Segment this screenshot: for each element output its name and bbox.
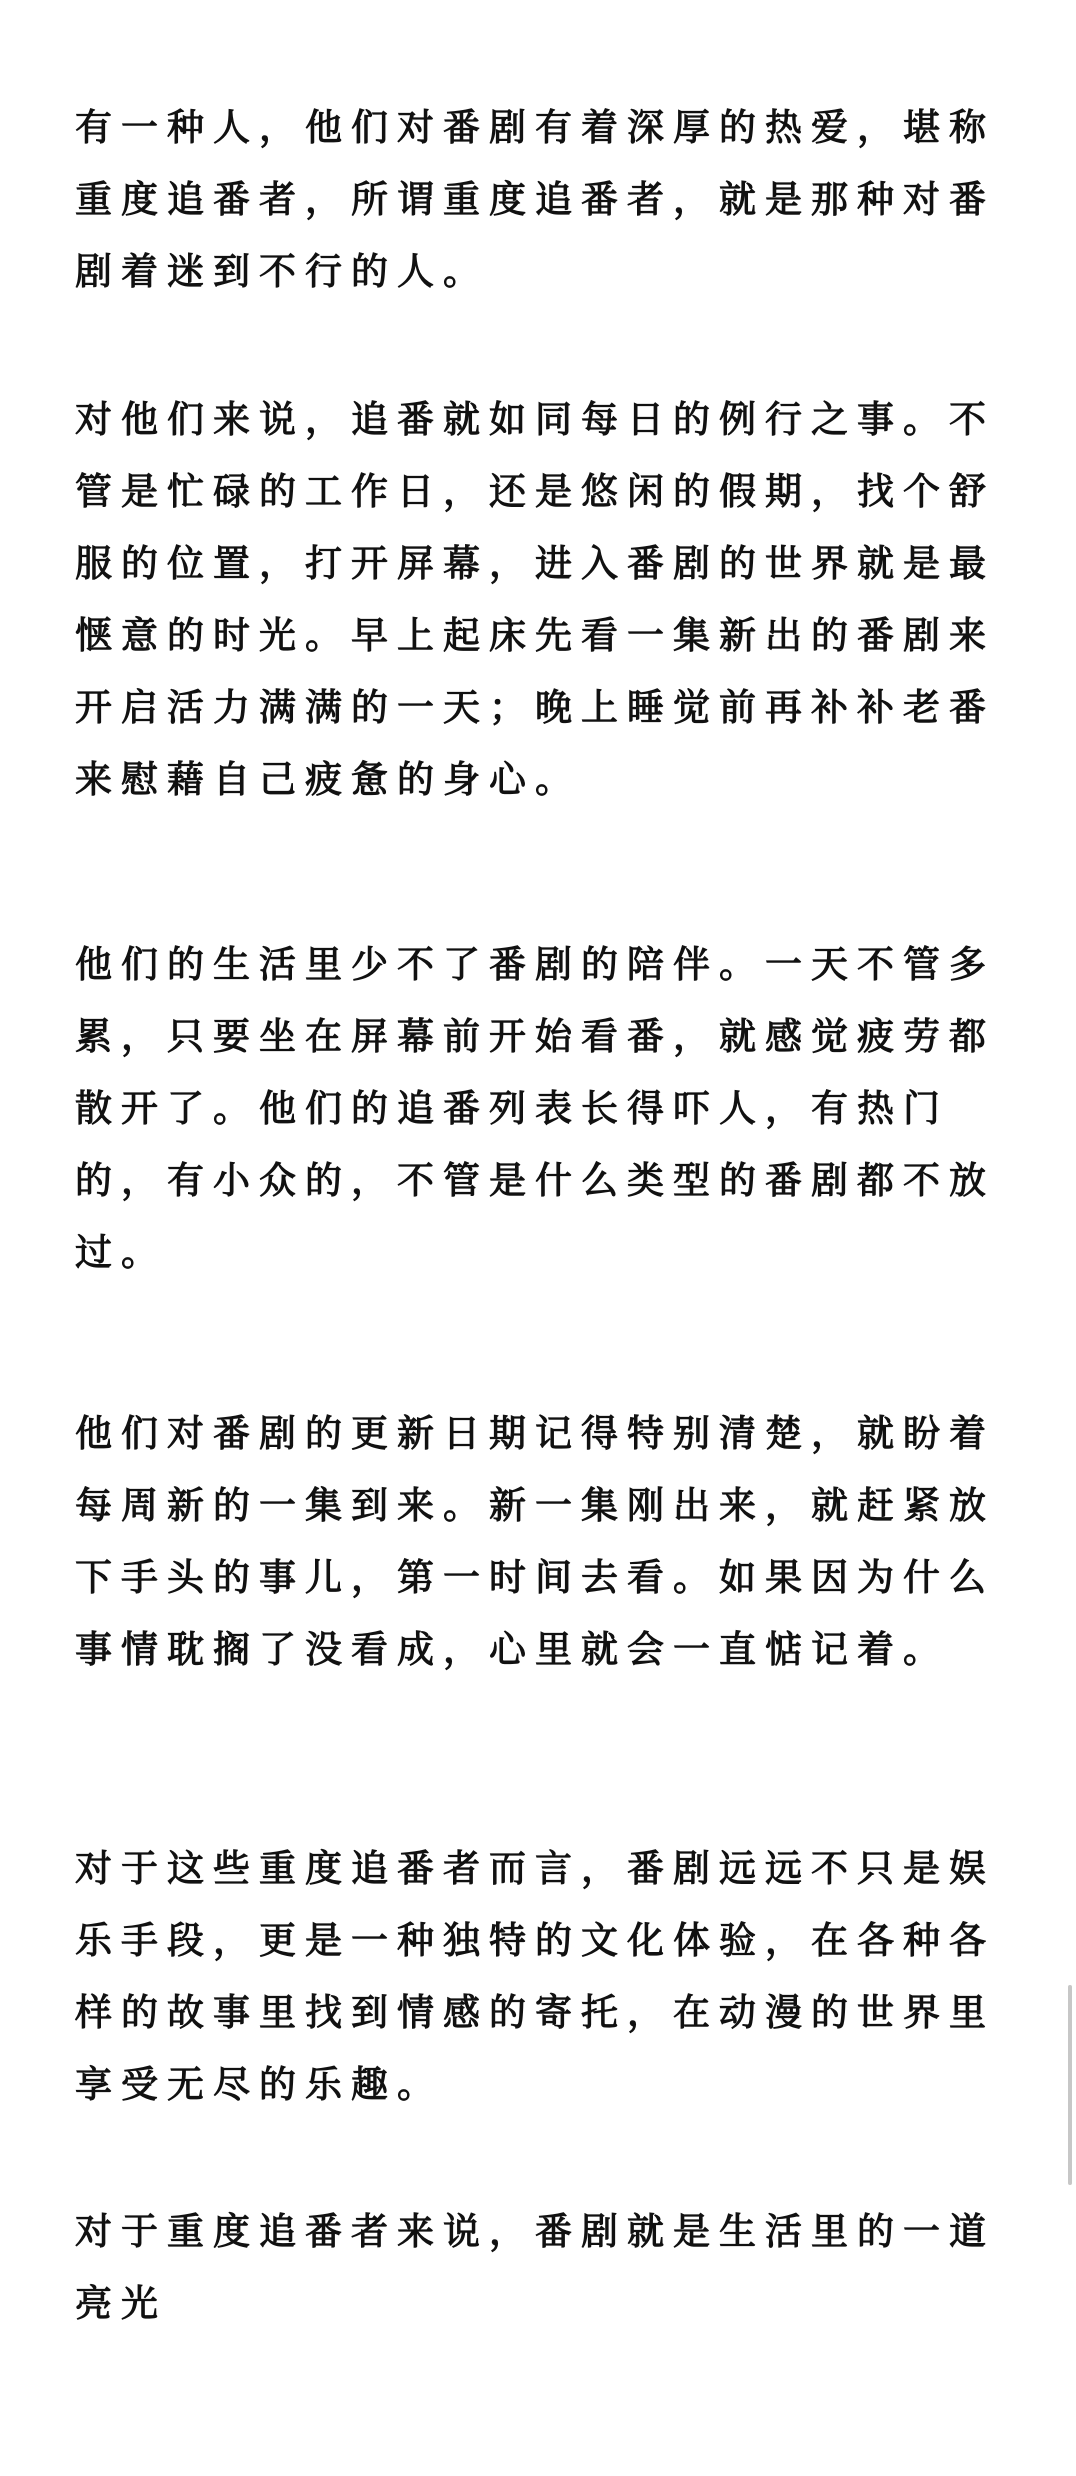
paragraph-6: 对于重度追番者来说，番剧就是生活里的一道亮光: [75, 2210, 995, 2325]
paragraph-4: 他们对番剧的更新日期记得特别清楚，就盼着每周新的一集到来。新一集刚出来，就赶紧放下手头的事儿，第一时间去看。如果因为什么事情耽搁了没看成，心里就会一直惦记着。: [75, 1412, 995, 1671]
paragraph-2: 对他们来说，追番就如同每日的例行之事。不管是忙碌的工作日，还是悠闲的假期，找个舒服的位置，打开屏幕，进入番剧的世界就是最惬意的时光。早上起床先看一集新出的番剧来开启活力满满的一天；晚上睡觉前再补补老番来慰藉自己疲惫的身心。: [75, 398, 995, 801]
paragraph-5: 对于这些重度追番者而言，番剧远远不只是娱乐手段，更是一种独特的文化体验，在各种各样的故事里找到情感的寄托，在动漫的世界里享受无尽的乐趣。: [75, 1847, 995, 2106]
scrollbar[interactable]: [1068, 1985, 1072, 2185]
paragraph-3: 他们的生活里少不了番剧的陪伴。一天不管多累，只要坐在屏幕前开始看番，就感觉疲劳都散开了。他们的追番列表长得吓人，有热门的，有小众的，不管是什么类型的番剧都不放过。: [75, 943, 995, 1274]
paragraph-1: 有一种人，他们对番剧有着深厚的热爱，堪称重度追番者，所谓重度追番者，就是那种对番剧着迷到不行的人。: [75, 106, 995, 293]
